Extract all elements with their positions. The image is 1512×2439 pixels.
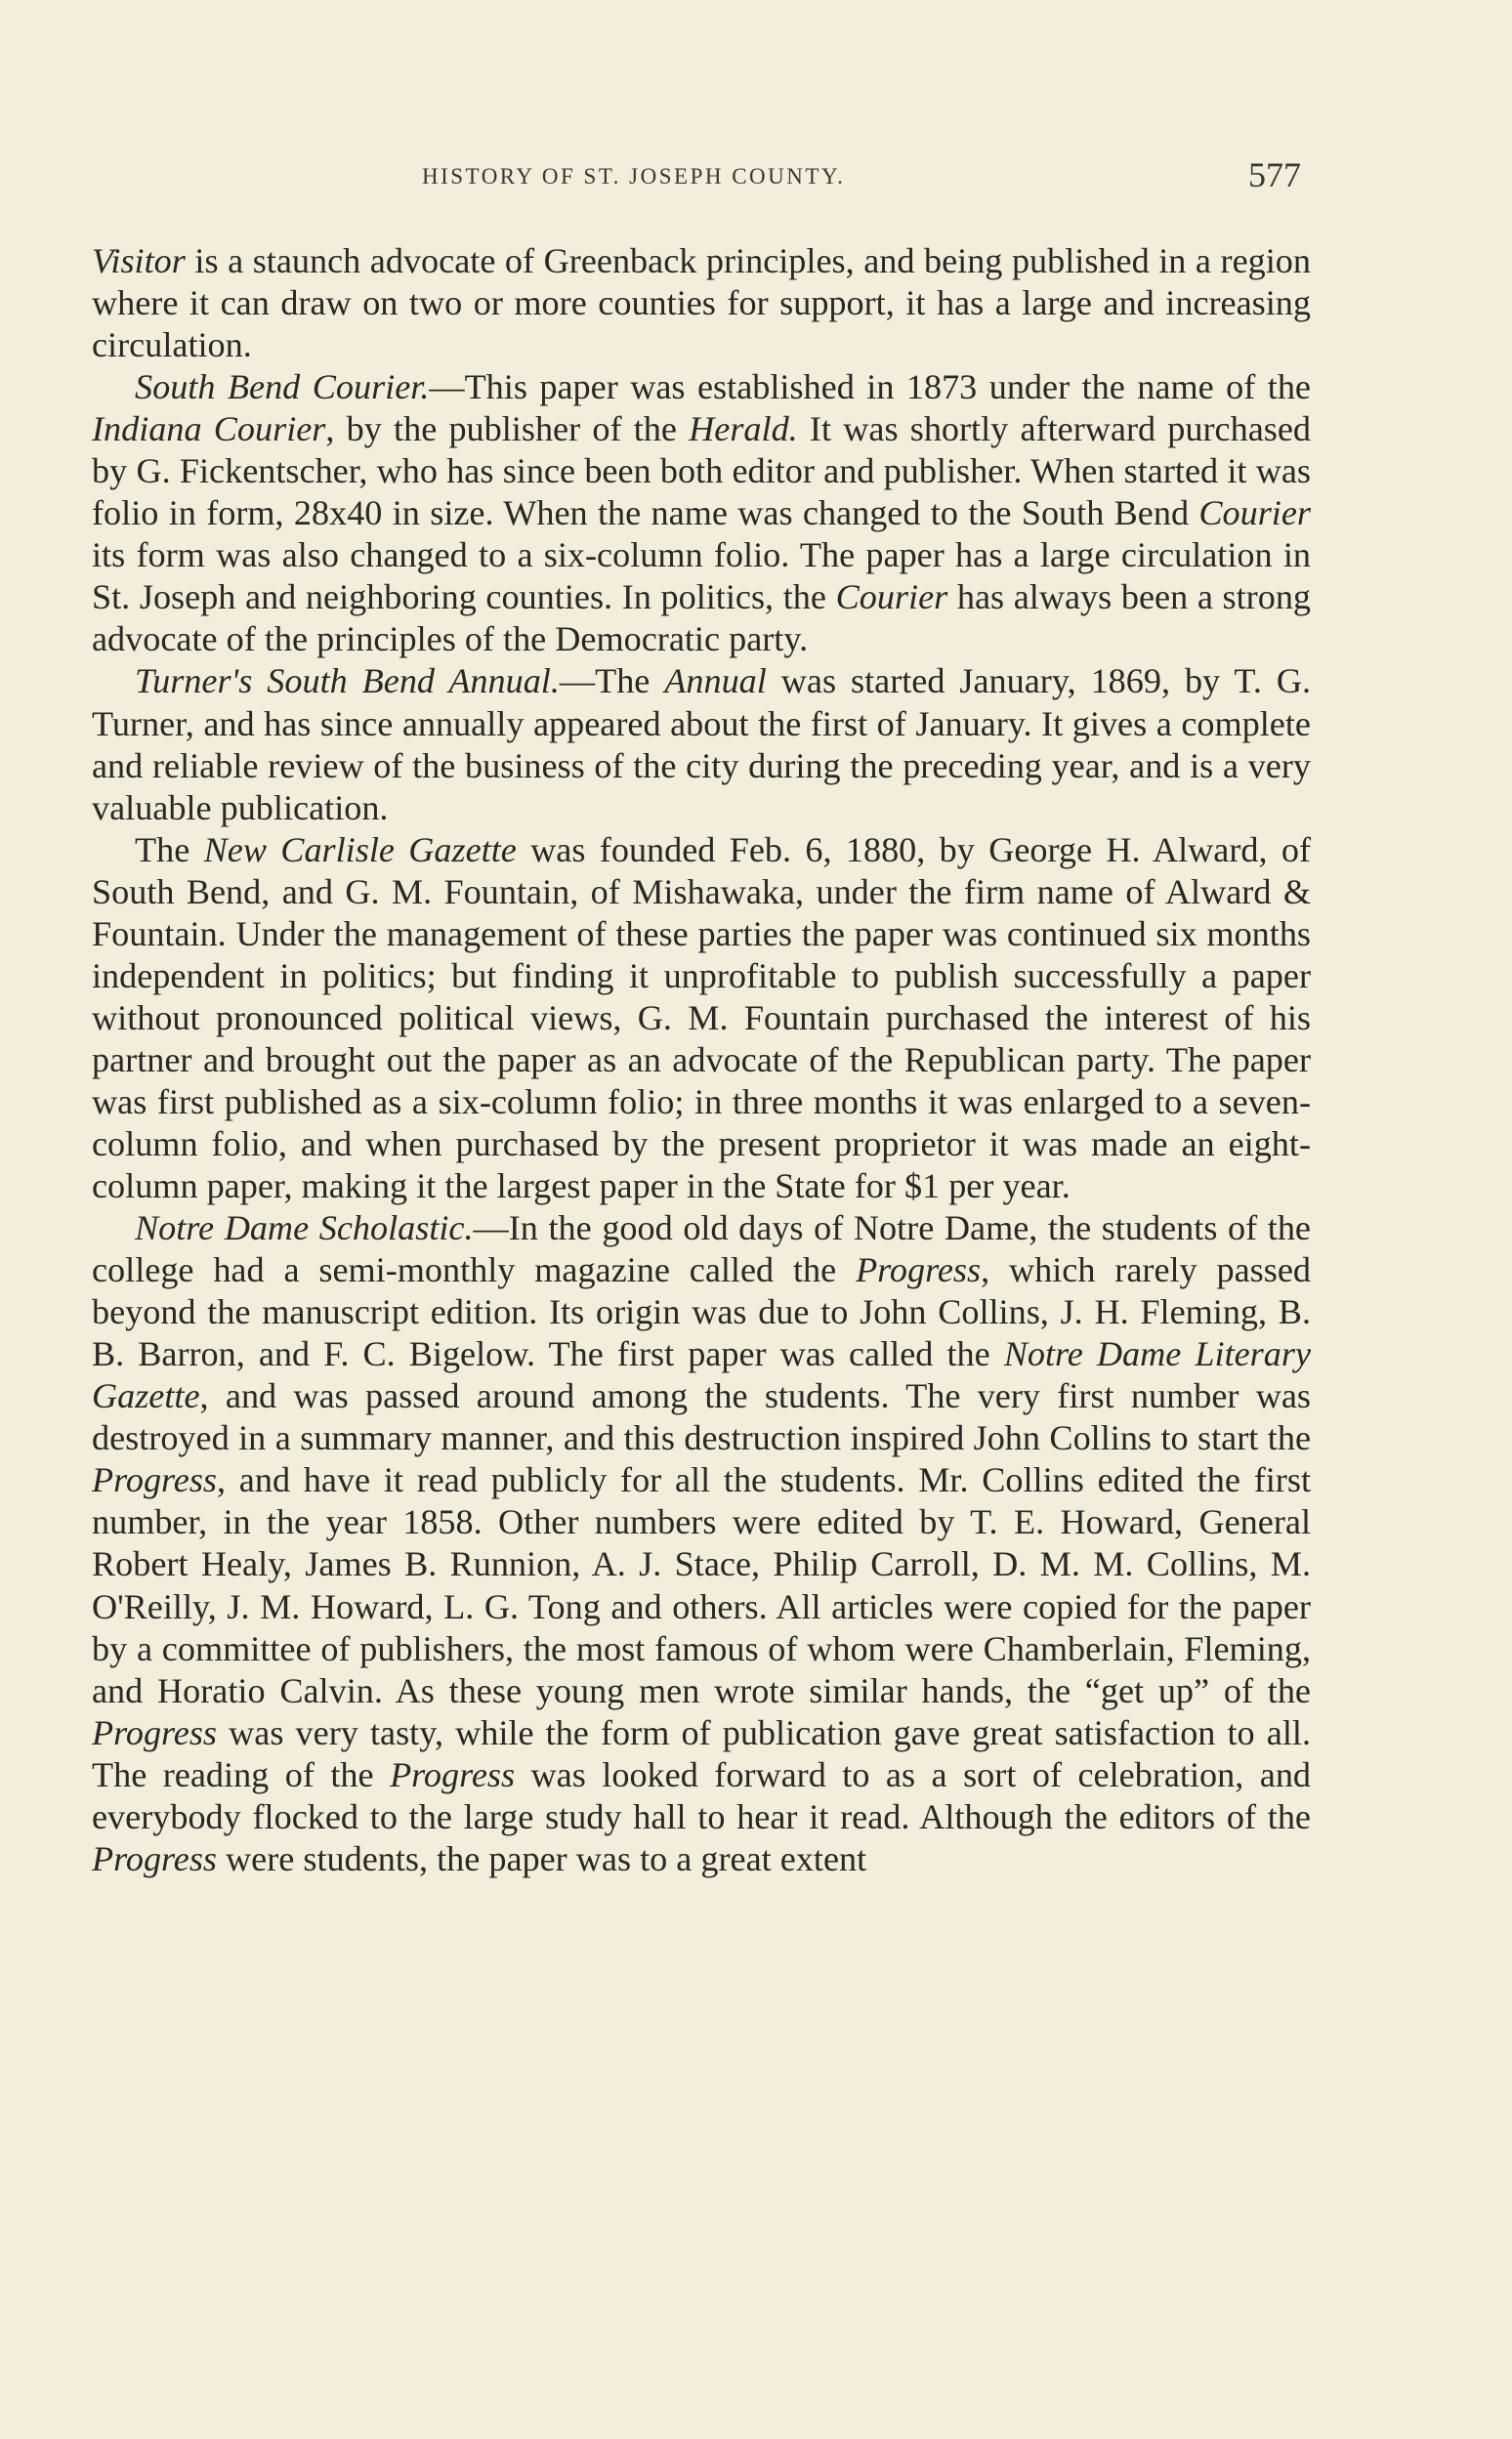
page-number: 577	[1248, 155, 1301, 194]
italic-title: Progress	[92, 1712, 217, 1752]
italic-title: Courier	[1198, 493, 1311, 533]
text-run: has always been a strong advocate of the principles of the Democratic party.	[92, 577, 1312, 659]
paragraph	[92, 660, 1311, 828]
italic-title: Progress	[856, 1250, 982, 1290]
italic-title: Turner's South Bend Annual.	[135, 661, 560, 701]
italic-title: Indiana Courier	[92, 409, 326, 449]
body-text	[92, 240, 1311, 1880]
italic-title: New Carlisle Gazette	[203, 829, 517, 869]
text-run: was founded Feb. 6, 1880, by George H. Alward, of South Bend, and G. M. Fountain, of Mishawaka, under the firm name of Alward & Fountain. Under the management of these parties the paper was continued six months independent in politics; but finding it unprofitable to publish successfully a paper without pronounced political views, G. M. Fountain purchased the interest of his partner and brought out the paper as an advocate of the Republican party. The paper was first published as a six-column folio; in three months it was enlarged to a seven-column folio, and when purchased by the present proprietor it was made an eight-column paper, making it the largest paper in the State for $1 per year.	[92, 829, 1312, 1206]
text-run: was very tasty, while the form of publication gave great satisfaction to all. The reading of the	[92, 1712, 1311, 1794]
paragraph	[92, 240, 1311, 366]
text-run: —This paper was established in 1873 under the name of the	[429, 367, 1311, 407]
italic-title: Herald.	[689, 409, 798, 449]
text-run: , by the publisher of the	[325, 409, 690, 449]
italic-title: Visitor	[92, 241, 186, 280]
paragraph	[92, 366, 1311, 660]
text-run: It was shortly afterward purchased by G. Fickentscher, who has since been both editor and publisher. When started it was folio in form, 28x40 in size. When the name was changed to the South Bend	[92, 409, 1311, 533]
italic-title: South Bend Courier.	[135, 367, 430, 407]
text-run: its form was also changed to a six-column folio. The paper has a large circulation in St. Joseph and neighboring counties. In politics, the	[92, 535, 1311, 617]
paragraph	[92, 829, 1311, 1207]
text-run: is a staunch advocate of Greenback principles, and being published in a region where it can draw on two or more counties for support, it has a large and increasing circulation.	[92, 241, 1311, 365]
running-head: HISTORY OF ST. JOSEPH COUNTY.	[422, 164, 846, 189]
italic-title: Progress	[92, 1838, 217, 1878]
text-run: —In the good old days of Notre Dame, the students of the college had a semi-monthly magazine called the	[92, 1208, 1311, 1290]
italic-title: Notre Dame Scholastic.	[135, 1208, 474, 1248]
text-run: were students, the paper was to a great extent	[217, 1838, 867, 1878]
text-run: The	[135, 829, 204, 869]
text-run: —The	[559, 661, 665, 701]
text-run: was looked forward to as a sort of celebration, and everybody flocked to the large study hall to hear it read. Although the editors of the	[92, 1754, 1312, 1836]
text-run: , and have it read publicly for all the students. Mr. Collins edited the first number, in the year 1858. Other numbers were edited by T. E. Howard, General Robert Healy, James B. Runnion, A. J. Stace, Philip Carroll, D. M. M. Collins, M. O'Reilly, J. M. Howard, L. G. Tong and others. All articles were copied for the paper by a committee of publishers, the most famous of whom were Chamberlain, Fleming, and Horatio Calvin. As these young men wrote similar hands, the “get up” of the	[92, 1460, 1311, 1710]
italic-title: Notre Dame Literary Gazette	[92, 1334, 1311, 1416]
italic-title: Annual	[664, 661, 767, 701]
italic-title: Courier	[835, 577, 948, 617]
italic-title: Progress	[92, 1460, 217, 1500]
text-run: , and was passed around among the students. The very first number was destroyed in a summary manner, and this destruction inspired John Collins to start the	[92, 1376, 1311, 1458]
paragraph	[92, 1207, 1311, 1880]
text-run: was started January, 1869, by T. G. Turner, and has since annually appeared about the first of January. It gives a complete and reliable review of the business of the city during the preceding year, and is a very valuable publication.	[92, 661, 1311, 827]
italic-title: Progress	[390, 1754, 516, 1794]
text-run: , which rarely passed beyond the manuscript edition. Its origin was due to John Collins, J. H. Fleming, B. B. Barron, and F. C. Bigelow. The first paper was called the	[92, 1250, 1311, 1374]
